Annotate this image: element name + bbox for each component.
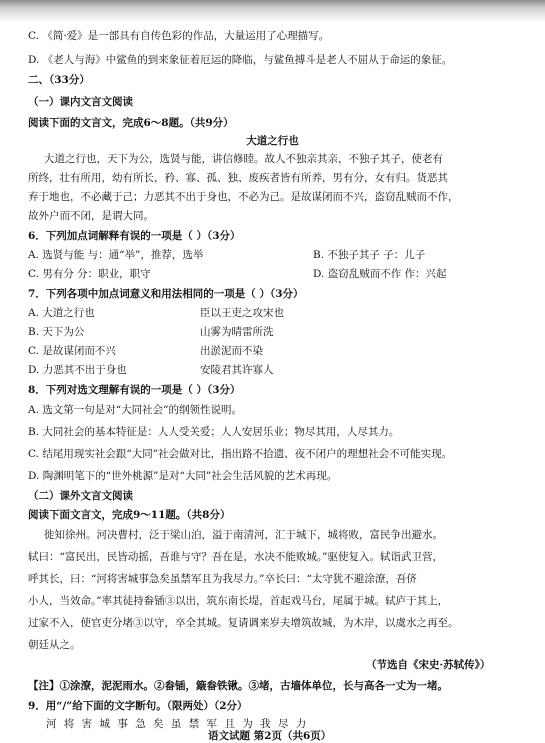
text-line: A. 大道之行也 [28, 307, 95, 319]
text-line: 【注】①涂潦，泥泥雨水。②畚锸，簸畚铁锹。③堵，古墙体单位，长与高各一丈为一堵。 [28, 680, 448, 692]
text-line: 语文试题 第2页（共6页） [208, 730, 332, 742]
scan-shadow-band [0, 0, 545, 22]
text-line: C. 是故谋闭而不兴 [28, 345, 116, 357]
text-line: 弃于地也，不必藏于己；力恶其不出于身也，不必为己。是故谋闭而不兴，盗窃乱贼而不作， [28, 191, 459, 203]
text-line: （一）课内文言文阅读 [28, 96, 133, 108]
text-line: B. 大同社会的基本特征是：人人受关爱；人人安居乐业；物尽其用，人尽其力。 [28, 426, 400, 438]
text-line: 阅读下面的文言文，完成6～8题。（共9分） [28, 117, 234, 129]
text-line: 呼其长，曰：“河将害城事急矣虽禁军且为我尽力。”卒长曰：“太守犹不避涂潦，吾侪 [28, 573, 417, 585]
text-line: 二、（33分） [28, 74, 90, 86]
text-line: 阅读下面文言文，完成9～11题。（共8分） [28, 509, 231, 521]
text-line: C. 男有分 分：职业，职守 [28, 268, 151, 280]
text-line: A. 选文第一句是对“大同社会”的纲领性说明。 [28, 404, 242, 416]
text-line: 安陵君其许寡人 [200, 364, 274, 376]
text-line: 小人，当效命。”率其徒持畚锸③以出，筑东南长堤，首起戏马台，尾属于城。轼庐于其上， [28, 595, 449, 607]
text-line: 山雾为晴雷所洗 [200, 326, 274, 338]
text-line: D. 盗窃乱贼而不作 作：兴起 [313, 268, 447, 280]
text-line: D. 陶渊明笔下的“世外桃源”是对“大同”社会生活风貌的艺术再现。 [28, 470, 338, 482]
text-line: 大道之行也，天下为公，选贤与能，讲信修睦。故人不独亲其亲，不独子其子，使老有 [44, 153, 443, 165]
text-line: 过家不入，使官吏分堵③以守，卒全其城。复请调来岁夫增筑故城，为木岸，以虞水之再至。 [28, 617, 459, 629]
text-line: 朝廷从之。 [28, 639, 81, 651]
text-line: 所终，壮有所用，幼有所长，矜、寡、孤、独、废疾者皆有所养，男有分，女有归。货恶其 [28, 172, 448, 184]
text-line: D. 《老人与海》中鲨鱼的到来象征着厄运的降临，与鲨鱼搏斗是老人不屈从于命运的象征。 [28, 54, 453, 66]
text-line: 9．用“/”给下面的文字断句。（限两处）（2分） [28, 700, 248, 712]
text-line: 故外户而不闭，是谓大同。 [28, 210, 154, 222]
text-line: 大道之行也 [246, 135, 299, 147]
text-line: 出淤泥而不染 [200, 345, 263, 357]
text-line: （二）课外文言文阅读 [28, 490, 133, 502]
text-line: B. 天下为公 [28, 326, 85, 338]
text-line: 徙知徐州。河决曹村，泛于梁山泊，溢于南清河，汇于城下，城将败，富民争出避水。 [44, 529, 443, 541]
text-line: 6．下列加点词解释有误的一项是（ ）（3分） [28, 230, 241, 242]
text-line: 河 将 害 城 事 急 矣 虽 禁 军 且 为 我 尽 力 [46, 718, 309, 730]
text-line: A. 选贤与能 与：通“举”，推荐，选举 [28, 249, 204, 261]
text-line: 7．下列各项中加点词意义和用法相同的一项是（ ）（3分） [28, 288, 304, 300]
text-line: （节选自《宋史·苏轼传》） [366, 659, 491, 671]
text-line: C. 结尾用现实社会跟“大同”社会做对比，指出路不拾遗、夜不闭户的理想社会不可能实现。 [28, 448, 453, 460]
text-line: B. 不独子其子 子：儿子 [313, 249, 426, 261]
text-line: 8．下列对选文理解有误的一项是（ ）（3分） [28, 384, 241, 396]
text-line: D. 力恶其不出于身也 [28, 364, 127, 376]
text-line: C. 《简·爱》是一部具有自传色彩的作品，大量运用了心理描写。 [28, 30, 330, 42]
text-line: 轼曰：“富民出，民皆动摇，吾谁与守？吾在是，水决不能败城。”驱使复入。轼诣武卫营， [28, 551, 443, 563]
text-line: 臣以王吏之攻宋也 [200, 307, 284, 319]
